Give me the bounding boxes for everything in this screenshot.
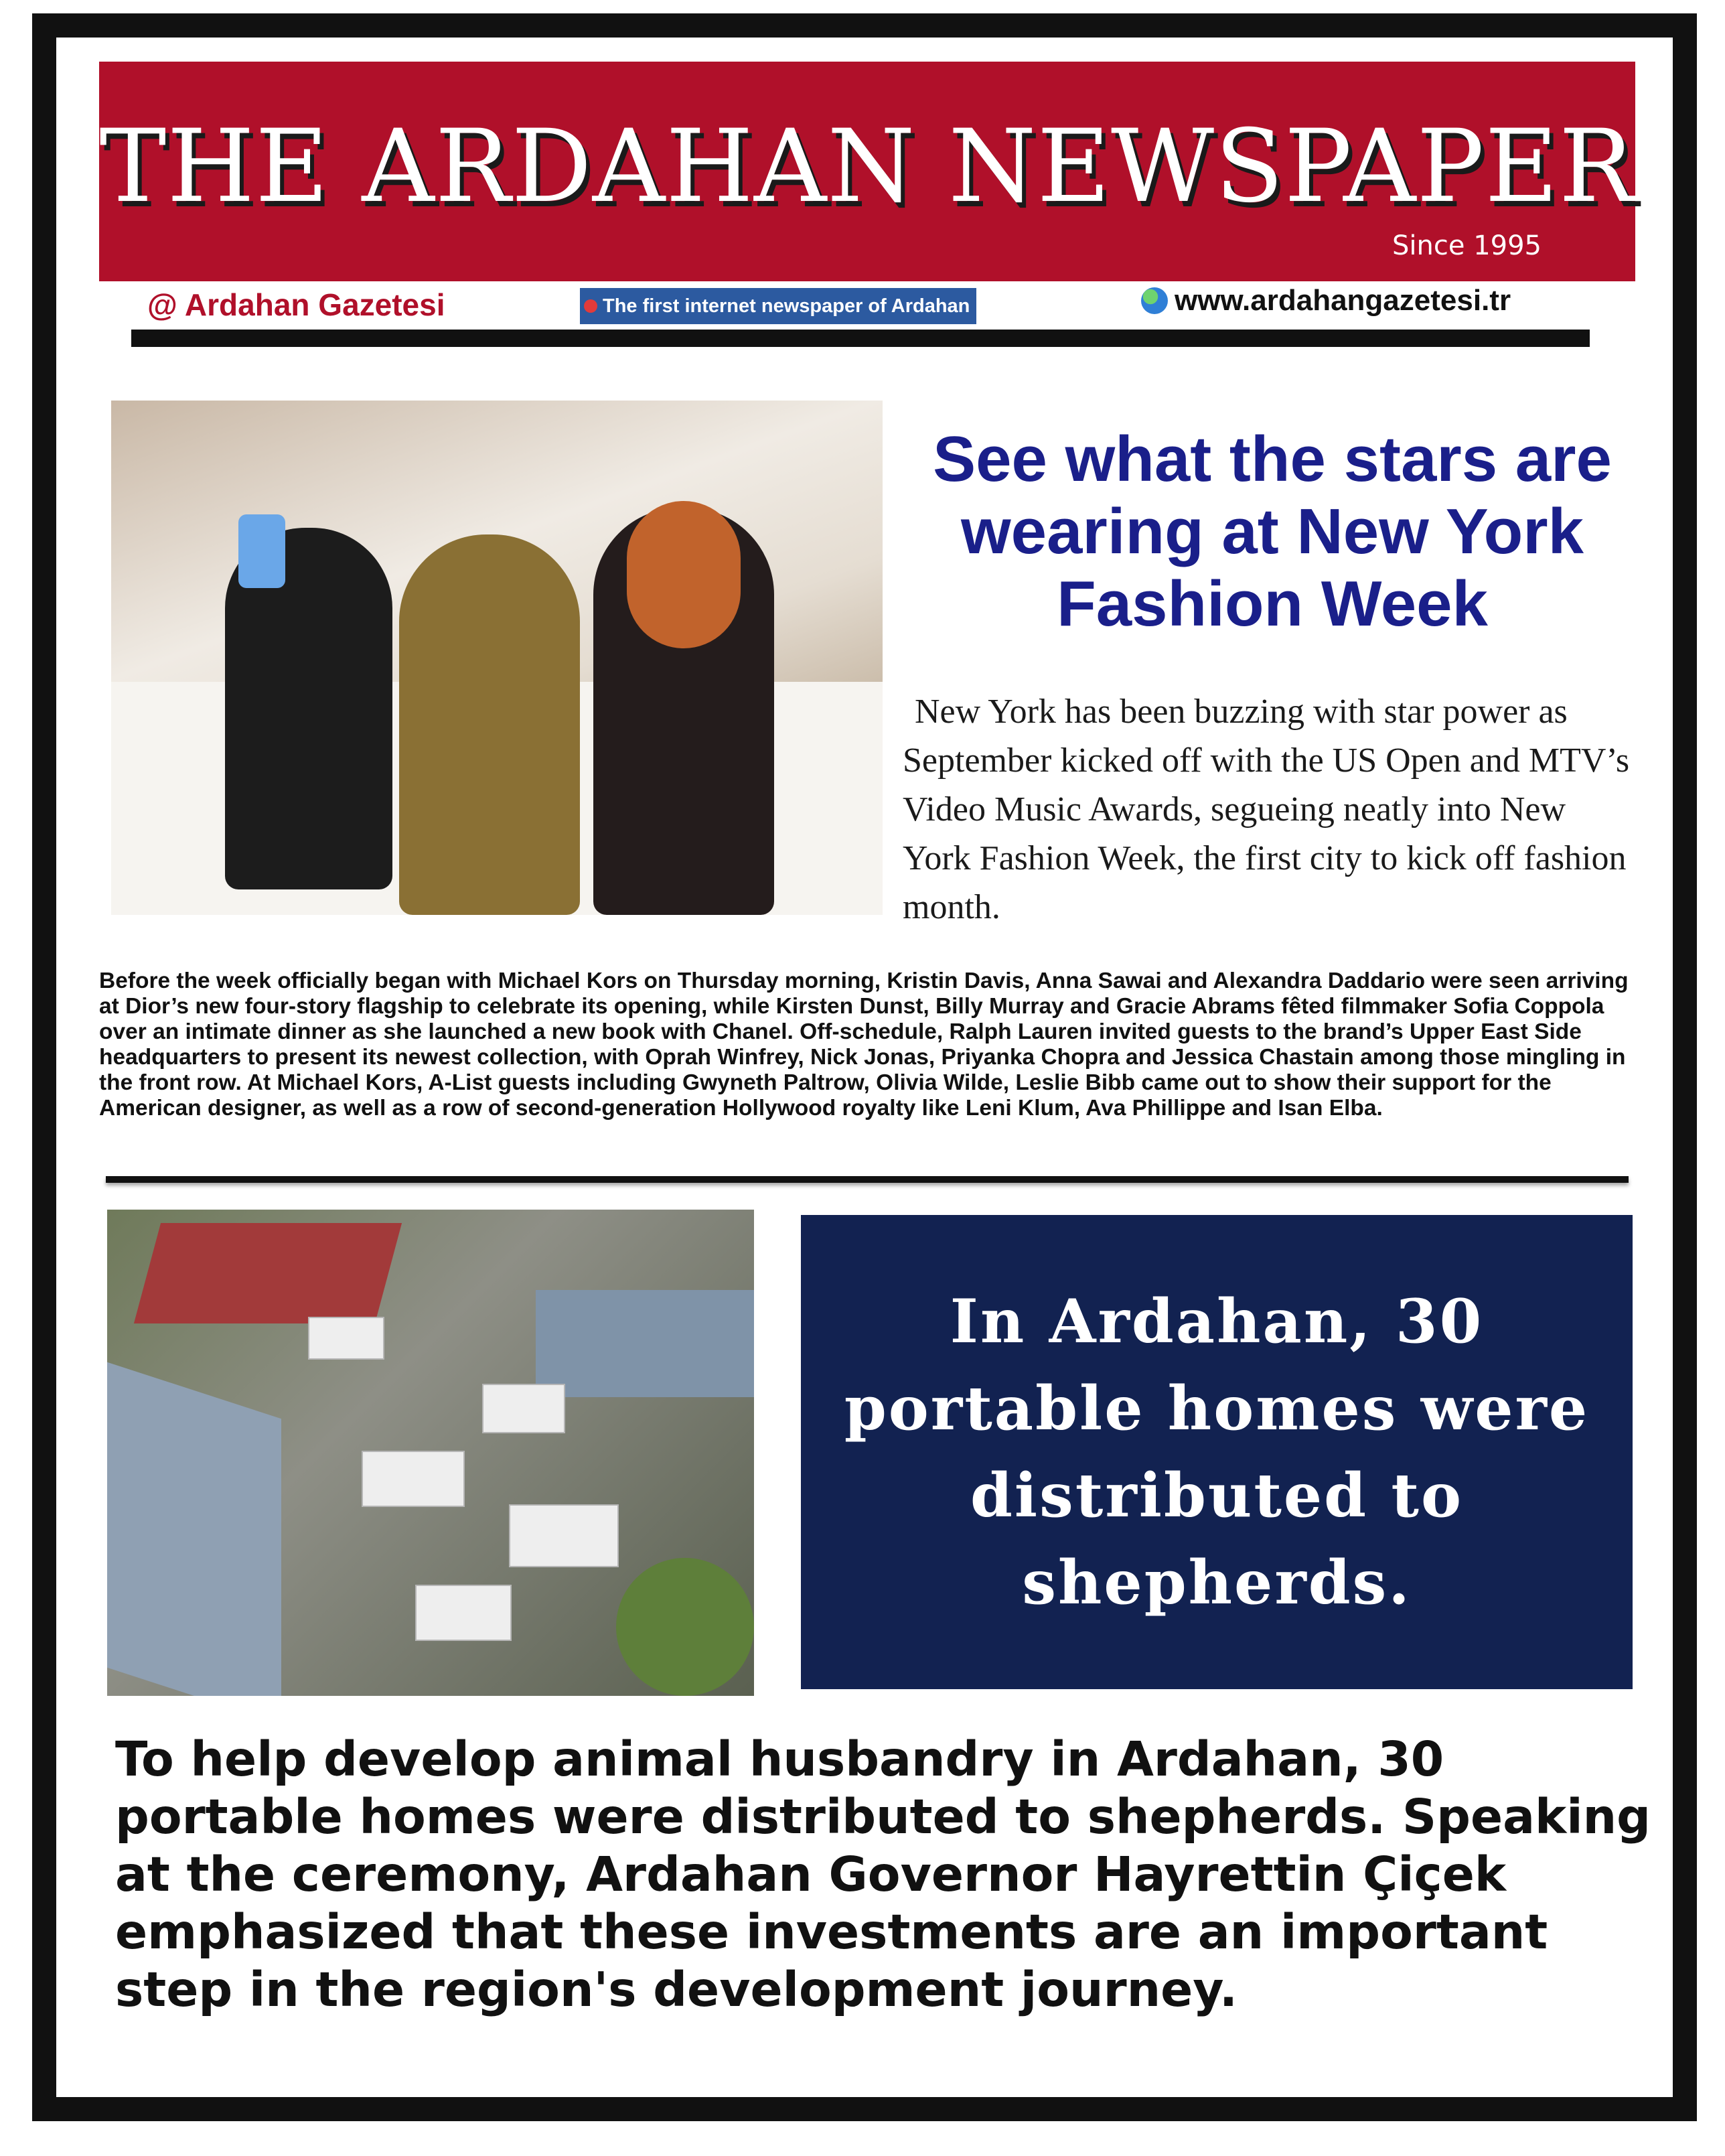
photo-container [308,1317,384,1360]
story2-body: To help develop animal husbandry in Ardahan, 30 portable homes were distributed to shepherds. Speaking at the ceremony, Ardahan Governor Hayrettin Çiçek emphasized that these investments are an important step in the region's development journey. [115,1731,1651,2017]
fashion-week-photo [111,401,883,915]
photo-roof [536,1290,754,1397]
story1-lede: New York has been buzzing with star power as September kicked off with the US Open and MTV’s Video Music Awards, segueing neatly into New York Fashion Week, the first city to kick off fashion month. [903,693,1630,926]
tagline-badge [580,288,976,324]
photo-roof [107,1362,281,1696]
masthead [99,62,1635,281]
info-bar [99,281,1635,328]
story1-body: Before the week officially began with Michael Kors on Thursday morning, Kristin Davis, Anna Sawai and Alexandra Daddario were seen arriving at Dior’s new four-story flagship to celebrate its opening, while Kirsten Dunst, Billy Murray and Gracie Abrams fêted filmmaker Sofia Coppola over an intimate dinner as she launched a new book with Chanel. Off-schedule, Ralph Lauren invited guests to the brand’s Upper East Side headquarters to present its newest collection, with Oprah Winfrey, Nick Jonas, Priyanka Chopra and Jessica Chastain among those mingling in the front row. At Michael Kors, A-List guests including Gwyneth Paltrow, Olivia Wilde, Leslie Bibb came out to show their support for the American designer, as well as a row of second-generation Hollywood royalty like Leni Klum, Ava Phillippe and Isan Elba. [99,968,1629,1121]
portable-homes-photo [107,1210,754,1696]
photo-container [482,1384,565,1433]
photo-trees [616,1558,754,1696]
tagline-text: The first internet newspaper of Ardahan [603,295,970,317]
website-link[interactable] [1141,284,1511,317]
photo-person [399,534,580,915]
globe-icon [1141,287,1168,314]
photo-container [415,1585,512,1641]
photo-roof [134,1223,402,1323]
section-divider [106,1176,1629,1183]
story1-headline: See what the stars are wearing at New York Fashion Week [933,423,1612,640]
website-text: www.ardahangazetesi.tr [1175,284,1511,317]
since-label: Since 1995 [1392,230,1542,261]
newspaper-title: THE ARDAHAN NEWSPAPER [99,109,1635,225]
photo-container [362,1451,465,1507]
photo-hair [627,501,741,648]
story2-headline: In Ardahan, 30 portable homes were distributed to shepherds. [844,1286,1590,1618]
social-handle[interactable]: @ Ardahan Gazetesi [147,287,445,322]
header-divider [131,330,1590,347]
pin-icon [584,299,597,313]
photo-container [509,1504,619,1567]
photo-phone [238,514,285,588]
story2-headline-box [801,1215,1633,1689]
